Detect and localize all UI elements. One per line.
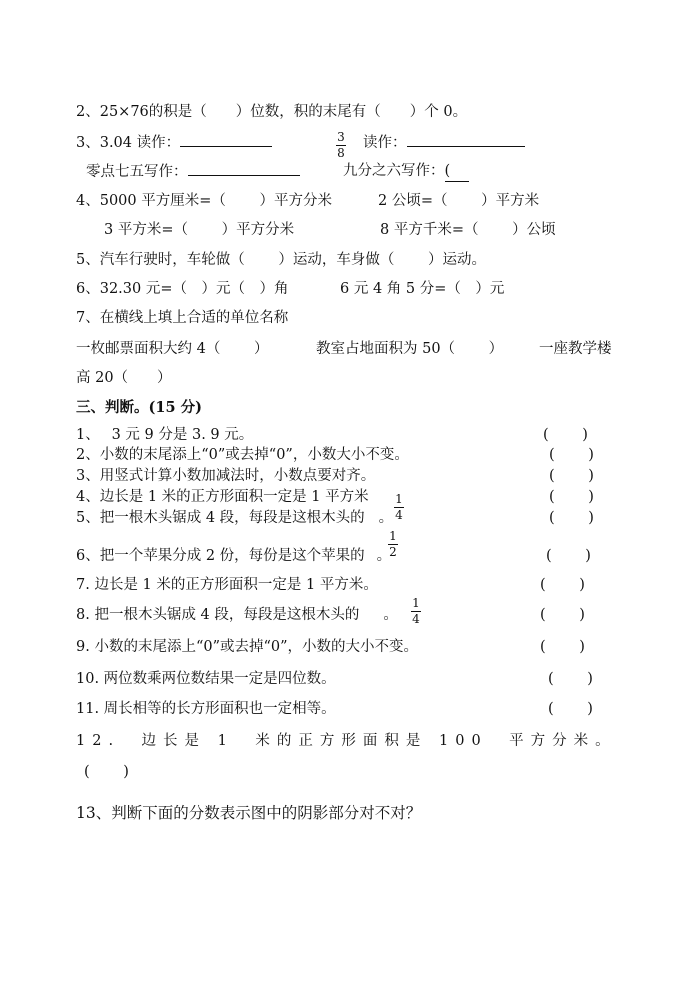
fraction-denominator: 8	[337, 146, 345, 160]
judge-5-answer[interactable]: ( )	[549, 510, 594, 526]
fraction-three-eighths	[336, 131, 346, 160]
judge-12-answer[interactable]: ( )	[84, 764, 129, 780]
answer-blank[interactable]	[180, 132, 272, 147]
judge-1-answer[interactable]: ( )	[543, 427, 588, 443]
judge-1: 1、 3 元 9 分是 3. 9 元。	[76, 427, 254, 443]
question-3-label	[76, 132, 272, 153]
fraction-one-quarter	[394, 493, 404, 522]
answer-paren[interactable]: (	[445, 161, 469, 182]
judge-4-answer[interactable]: ( )	[549, 489, 594, 505]
judge-9: 9. 小数的末尾添上“0”或去掉“0”，小数的大小不变。	[76, 639, 419, 655]
judge-5: 5、把一根木头锯成 4 段，每段是这根木头的 。	[76, 510, 394, 526]
question-3-read-label: 3、3.04 读作：	[76, 135, 181, 151]
judge-11-answer[interactable]: ( )	[548, 701, 593, 717]
judge-6: 6、把一个苹果分成 2 份，每份是这个苹果的 。	[76, 548, 392, 564]
judge-2: 2、小数的末尾添上“0”或去掉“0”，小数大小不变。	[76, 447, 409, 463]
judge-3-answer[interactable]: ( )	[549, 468, 594, 484]
answer-blank[interactable]	[188, 161, 300, 176]
fraction-numerator: 1	[412, 596, 420, 610]
question-6a: 6、32.30 元=（ ）元（ ）角	[76, 281, 289, 297]
judge-12: 12. 边长是 1 米的正方形面积是 100 平方分米。	[76, 733, 617, 749]
fraction-one-quarter-2	[411, 597, 421, 626]
question-7c: 一座教学楼	[539, 341, 612, 357]
judge-10-answer[interactable]: ( )	[548, 671, 593, 687]
fraction-numerator: 1	[395, 492, 403, 506]
judge-7: 7. 边长是 1 米的正方形面积一定是 1 平方米。	[76, 577, 378, 593]
question-5: 5、汽车行驶时，车轮做（ ）运动，车身做（ ）运动。	[76, 252, 486, 268]
judge-6-period: 。	[376, 548, 392, 564]
question-4c: 3 平方米=（ ）平方分米	[104, 222, 295, 238]
judge-10: 10. 两位数乘两位数结果一定是四位数。	[76, 671, 336, 687]
answer-blank[interactable]	[407, 132, 525, 147]
fraction-numerator: 3	[337, 130, 345, 144]
question-7a: 一枚邮票面积大约 4（ ）	[76, 341, 269, 357]
fraction-denominator: 2	[389, 545, 397, 559]
question-3-write-label: 零点七五写作：	[86, 161, 300, 182]
question-4a: 4、5000 平方厘米=（ ）平方分米	[76, 193, 332, 209]
section-3-heading: 三、判断。(15 分)	[76, 399, 202, 416]
judge-5-period: 。	[378, 510, 394, 526]
question-4d: 8 平方千米=（ ）公顷	[380, 222, 556, 238]
question-4b: 2 公顷=（ ）平方米	[378, 193, 540, 209]
fraction-one-half	[388, 530, 398, 559]
judge-11: 11. 周长相等的长方形面积也一定相等。	[76, 701, 336, 717]
judge-8-period: 。	[383, 607, 398, 623]
judge-13: 13、判断下面的分数表示图中的阴影部分对不对？	[76, 804, 422, 822]
question-6b: 6 元 4 角 5 分=（ ）元	[340, 281, 505, 297]
question-3-write-label-2: 九分之六写作：(	[343, 161, 469, 182]
question-7: 7、在横线上填上合适的单位名称	[76, 310, 289, 326]
judge-8: 8. 把一根木头锯成 4 段，每段是这根木头的 。	[76, 607, 398, 623]
fraction-denominator: 4	[412, 612, 420, 626]
fraction-denominator: 4	[395, 508, 403, 522]
judge-4: 4、边长是 1 米的正方形面积一定是 1 平方米	[76, 489, 369, 505]
question-7d: 高 20（ ）	[76, 370, 172, 386]
judge-8-answer[interactable]: ( )	[540, 607, 585, 623]
question-3-read-label-2: 读作：	[363, 132, 525, 153]
question-7b: 教室占地面积为 50（ ）	[316, 341, 504, 357]
judge-2-answer[interactable]: ( )	[549, 447, 594, 463]
judge-3: 3、用竖式计算小数加减法时，小数点要对齐。	[76, 468, 376, 484]
judge-7-answer[interactable]: ( )	[540, 577, 585, 593]
judge-9-answer[interactable]: ( )	[540, 639, 585, 655]
judge-6-answer[interactable]: ( )	[546, 548, 591, 564]
fraction-numerator: 1	[389, 529, 397, 543]
question-2: 2、25×76的积是（ ）位数，积的末尾有（ ）个 0。	[76, 104, 468, 120]
